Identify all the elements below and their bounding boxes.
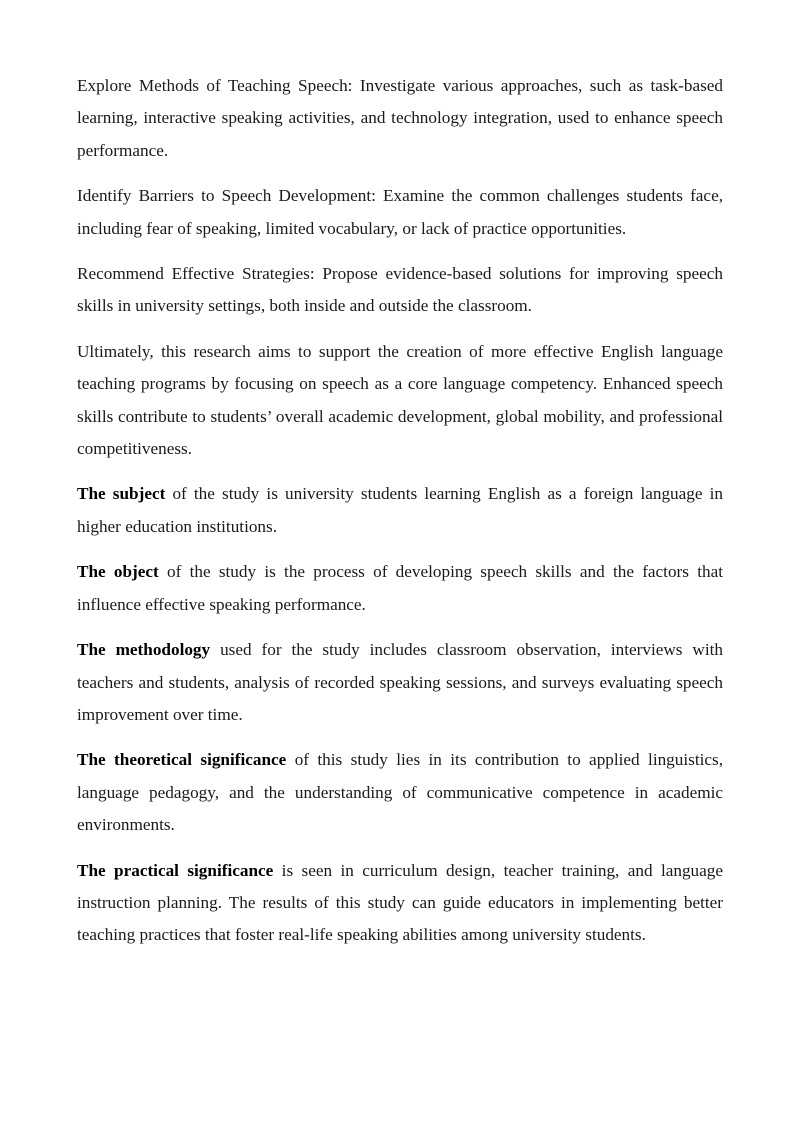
paragraph-lead: The methodology bbox=[77, 640, 211, 660]
paragraph-text: Identify Barriers to Speech Development: Examine the common challenges students face, including fear of speaking, limited vocabulary, or lack of practice opportunities. bbox=[77, 186, 723, 238]
paragraph-text: is seen in curriculum design, teacher training, and language instruction planning. The results of this study can guide educators in implementing better teaching practices that foster real-life speaking abilities among university students. bbox=[77, 860, 723, 945]
paragraph-research-aim bbox=[77, 336, 723, 466]
paragraph-lead: The practical significance bbox=[77, 860, 274, 880]
paragraph-text: of the study is university students learning English as a foreign language in higher education institutions. bbox=[77, 484, 724, 536]
paragraph-practical-significance bbox=[77, 855, 723, 952]
paragraph-text: of this study lies in its contribution to applied linguistics, language pedagogy, and the understanding of communicative competence in academic environments. bbox=[77, 750, 723, 835]
paragraph-lead: The theoretical significance bbox=[77, 750, 287, 770]
paragraph-text: Recommend Effective Strategies: Propose evidence-based solutions for improving speech skills in university settings, both inside and outside the classroom. bbox=[77, 264, 723, 316]
paragraph-lead: The subject bbox=[77, 484, 166, 504]
paragraph-text: Explore Methods of Teaching Speech: Investigate various approaches, such as task-based learning, interactive speaking activities, and technology integration, used to enhance speech performance. bbox=[77, 76, 723, 160]
paragraph-lead: The object bbox=[77, 562, 159, 582]
paragraph-teaching-methods bbox=[77, 70, 723, 167]
paragraph-text: Ultimately, this research aims to support the creation of more effective English language teaching programs by focusing on speech as a core language competency. Enhanced speech skills contribute to students’ overall academic development, global mobility, and professional competitiveness. bbox=[77, 341, 723, 459]
document-page bbox=[77, 70, 723, 965]
paragraph-barriers bbox=[77, 180, 723, 245]
paragraph-text: of the study is the process of developing speech skills and the factors that influence effective speaking performance. bbox=[77, 562, 723, 614]
paragraph-subject bbox=[77, 478, 723, 543]
paragraph-methodology bbox=[77, 634, 723, 731]
paragraph-strategies bbox=[77, 258, 723, 323]
paragraph-theoretical-significance bbox=[77, 744, 723, 841]
paragraph-text: used for the study includes classroom observation, interviews with teachers and students, analysis of recorded speaking sessions, and surveys evaluating speech improvement over time. bbox=[77, 640, 723, 724]
paragraph-object bbox=[77, 556, 723, 621]
